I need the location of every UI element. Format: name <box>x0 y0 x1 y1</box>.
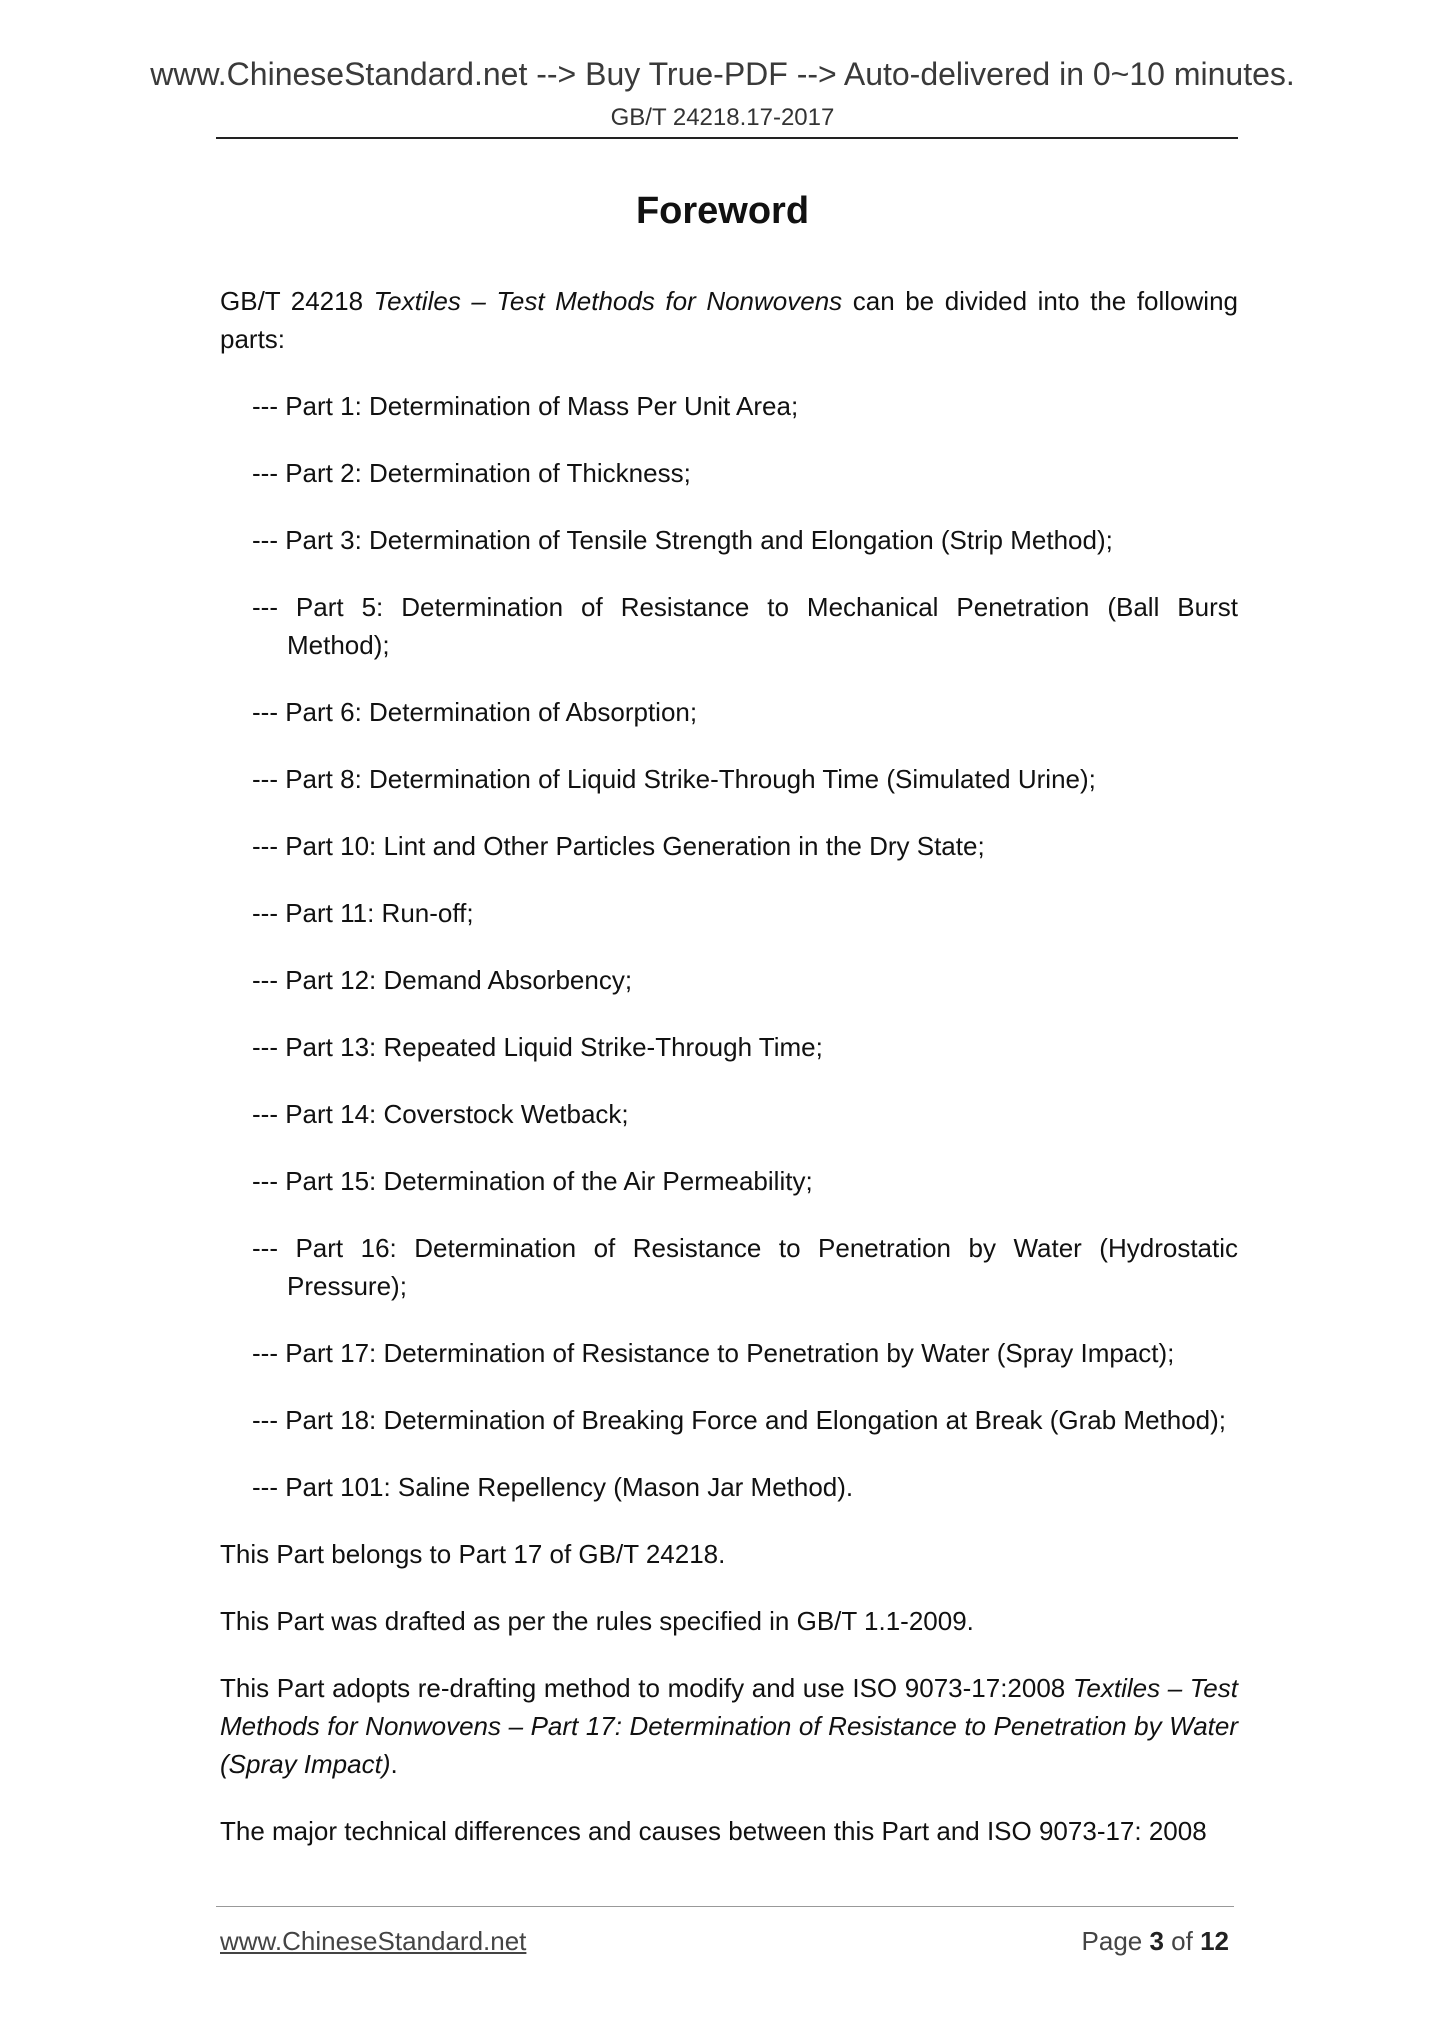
part-item: --- Part 1: Determination of Mass Per Unit Area; <box>252 391 799 421</box>
page-indicator: Page 3 of 12 <box>1081 1926 1229 1956</box>
intro-paragraph: GB/T 24218 Textiles – Test Methods for Nonwovens can be divided into the following parts: <box>220 286 1238 354</box>
part-item: --- Part 18: Determination of Breaking Force and Elongation at Break (Grab Method); <box>252 1405 1227 1435</box>
current-page-number: 3 <box>1149 1926 1164 1956</box>
adopts-paragraph: This Part adopts re-drafting method to modify and use ISO 9073-17:2008 Textiles – Test Methods for Nonwovens – Part 17: Determination of Resistance to Penetration by Water (Spray Impact). <box>220 1673 1238 1779</box>
part-item: --- Part 3: Determination of Tensile Strength and Elongation (Strip Method); <box>252 525 1113 555</box>
belongs-paragraph: This Part belongs to Part 17 of GB/T 24218. <box>220 1539 726 1569</box>
header-divider <box>216 137 1238 139</box>
part-item: --- Part 6: Determination of Absorption; <box>252 697 698 727</box>
site-banner: www.ChineseStandard.net --> Buy True-PDF --> Auto-delivered in 0~10 minutes. <box>150 56 1295 92</box>
document-body <box>220 282 1238 1879</box>
part-item: --- Part 13: Repeated Liquid Strike-Through Time; <box>252 1032 823 1062</box>
part-item: --- Part 14: Coverstock Wetback; <box>252 1099 629 1129</box>
footer-site-link[interactable]: www.ChineseStandard.net <box>220 1926 527 1956</box>
part-item: --- Part 2: Determination of Thickness; <box>252 458 691 488</box>
part-item: --- Part 101: Saline Repellency (Mason Jar Method). <box>252 1472 854 1502</box>
document-number: GB/T 24218.17-2017 <box>610 104 835 131</box>
part-item: --- Part 5: Determination of Resistance to Mechanical Penetration (Ball Burst Method); <box>252 592 1238 660</box>
part-item: --- Part 15: Determination of the Air Permeability; <box>252 1166 813 1196</box>
part-item: --- Part 11: Run-off; <box>252 898 474 928</box>
part-item: --- Part 17: Determination of Resistance to Penetration by Water (Spray Impact); <box>252 1338 1175 1368</box>
page-title: Foreword <box>635 190 810 232</box>
drafted-paragraph: This Part was drafted as per the rules specified in GB/T 1.1-2009. <box>220 1606 974 1636</box>
part-item: --- Part 16: Determination of Resistance to Penetration by Water (Hydrostatic Pressure); <box>252 1233 1238 1301</box>
part-item: --- Part 8: Determination of Liquid Strike-Through Time (Simulated Urine); <box>252 764 1096 794</box>
part-item: --- Part 10: Lint and Other Particles Generation in the Dry State; <box>252 831 985 861</box>
parts-list <box>220 387 1238 1506</box>
differences-paragraph: The major technical differences and causes between this Part and ISO 9073-17: 2008 <box>220 1816 1207 1846</box>
total-page-count: 12 <box>1200 1926 1229 1956</box>
part-item: --- Part 12: Demand Absorbency; <box>252 965 633 995</box>
footer-divider <box>216 1906 1234 1907</box>
